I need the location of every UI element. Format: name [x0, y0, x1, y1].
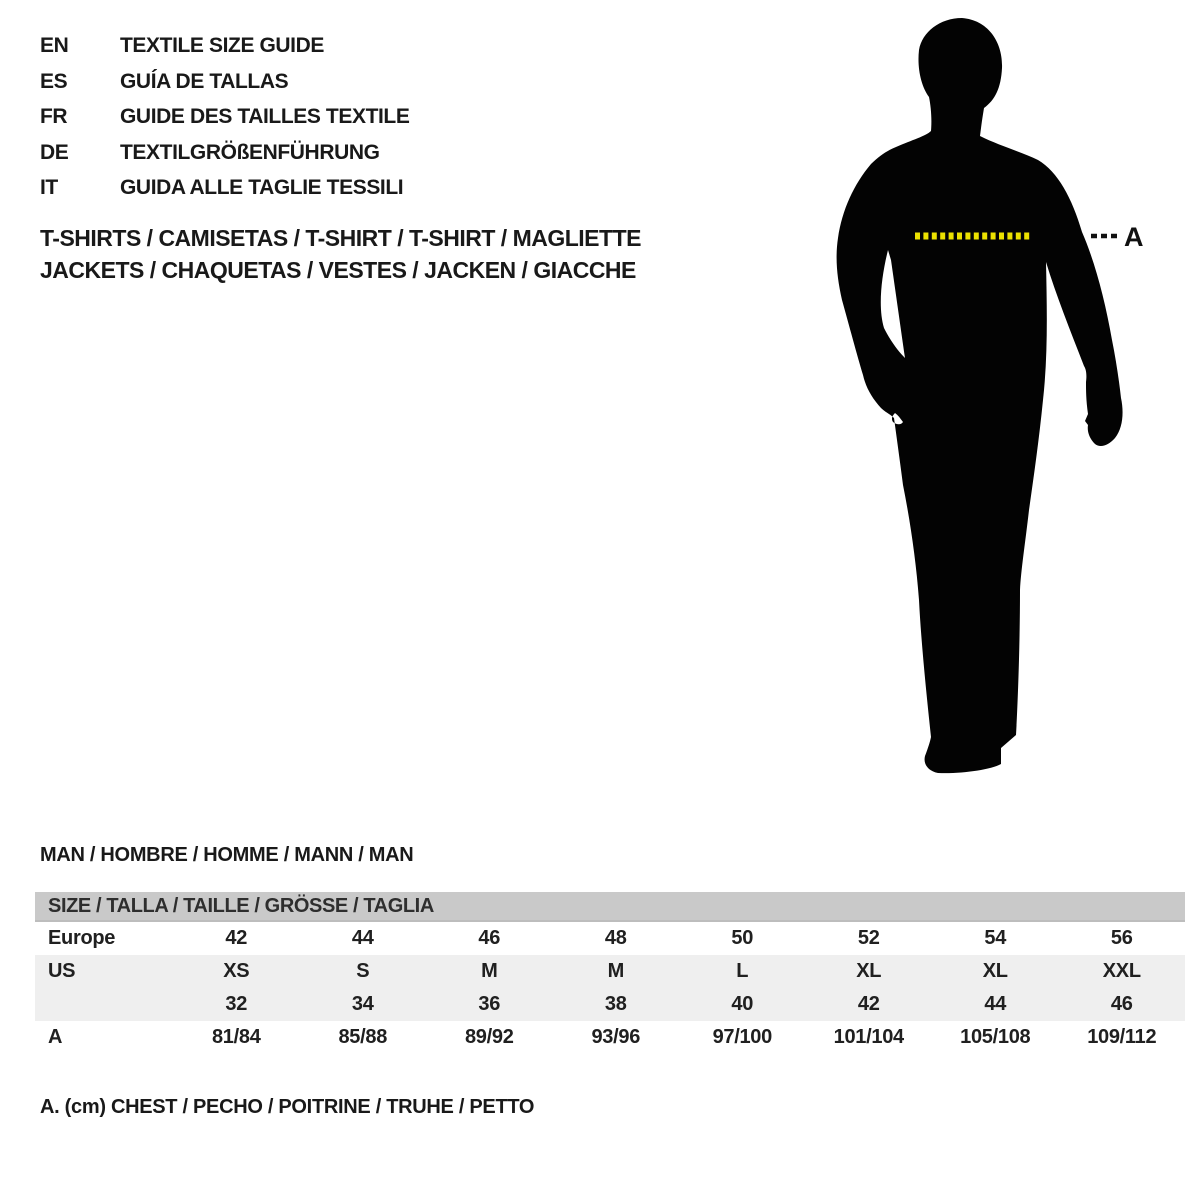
size-cell: 44	[351, 927, 374, 949]
language-row	[40, 176, 409, 212]
language-title-list	[40, 34, 409, 212]
size-cell: 101/104	[833, 1026, 904, 1048]
row-label: A	[48, 1026, 63, 1048]
category-line-tshirts: T-SHIRTS / CAMISETAS / T-SHIRT / T-SHIRT / MAGLIETTE	[40, 225, 641, 251]
size-cell: XL	[982, 960, 1008, 982]
language-code: EN	[40, 34, 69, 57]
size-cell: 54	[984, 927, 1007, 949]
language-code: IT	[40, 176, 58, 200]
size-cell: M	[481, 960, 498, 982]
measurement-footnote: A. (cm) CHEST / PECHO / POITRINE / TRUHE / PETTO	[40, 1096, 535, 1118]
size-cell: 38	[604, 993, 627, 1015]
language-code: DE	[40, 140, 69, 164]
guide-title: GUIDA ALLE TAGLIE TESSILI	[120, 176, 404, 200]
category-lines	[40, 222, 641, 286]
row-label: US	[48, 960, 76, 982]
man-silhouette	[820, 0, 1200, 800]
size-cell: 97/100	[712, 1026, 772, 1048]
size-cell: 40	[731, 993, 754, 1015]
guide-title: GUÍA DE TALLAS	[120, 69, 289, 93]
language-code: FR	[40, 105, 68, 129]
table-row-numeric	[35, 988, 1185, 1021]
size-cell: M	[607, 960, 624, 982]
size-cell: L	[736, 960, 749, 982]
language-row	[40, 34, 409, 70]
category-line-jackets: JACKETS / CHAQUETAS / VESTES / JACKEN / GIACCHE	[40, 257, 636, 283]
size-cell: 52	[857, 927, 880, 949]
size-cell: 42	[857, 993, 880, 1015]
size-cell: 56	[1110, 927, 1133, 949]
language-row	[40, 105, 409, 141]
size-cell: 105/108	[960, 1026, 1031, 1048]
row-label: Europe	[48, 927, 116, 949]
size-cell: 36	[478, 993, 501, 1015]
size-cell: 85/88	[338, 1026, 388, 1048]
table-row-chest	[35, 1021, 1185, 1054]
size-cell: 109/112	[1087, 1026, 1157, 1048]
section-heading-man: MAN / HOMBRE / HOMME / MANN / MAN	[40, 844, 414, 866]
guide-title: TEXTILE SIZE GUIDE	[120, 34, 324, 57]
size-cell: S	[356, 960, 370, 982]
guide-title: TEXTILGRÖßENFÜHRUNG	[120, 140, 380, 164]
size-cell: 81/84	[211, 1026, 261, 1048]
chest-marker-label: A	[1124, 222, 1144, 252]
size-cell: XXL	[1102, 960, 1141, 982]
size-cell: 89/92	[464, 1026, 514, 1048]
size-cell: 32	[225, 993, 248, 1015]
size-cell: 46	[1110, 993, 1133, 1015]
size-cell: XL	[856, 960, 882, 982]
language-row	[40, 141, 409, 177]
size-cell: 46	[478, 927, 501, 949]
size-cell: 50	[731, 927, 754, 949]
language-row	[40, 70, 409, 106]
size-table	[35, 892, 1185, 1054]
size-table-header: SIZE / TALLA / TAILLE / GRÖSSE / TAGLIA	[35, 892, 1185, 922]
size-cell: 93/96	[591, 1026, 641, 1048]
guide-title: GUIDE DES TAILLES TEXTILE	[120, 105, 410, 129]
size-cell: XS	[223, 960, 250, 982]
size-cell: 34	[351, 993, 374, 1015]
size-cell: 48	[604, 927, 627, 949]
man-silhouette-shape	[837, 18, 1123, 773]
size-cell: 44	[984, 993, 1007, 1015]
table-row-us	[35, 955, 1185, 988]
size-cell: 42	[225, 927, 248, 949]
table-row-europe	[35, 922, 1185, 955]
language-code: ES	[40, 69, 68, 93]
